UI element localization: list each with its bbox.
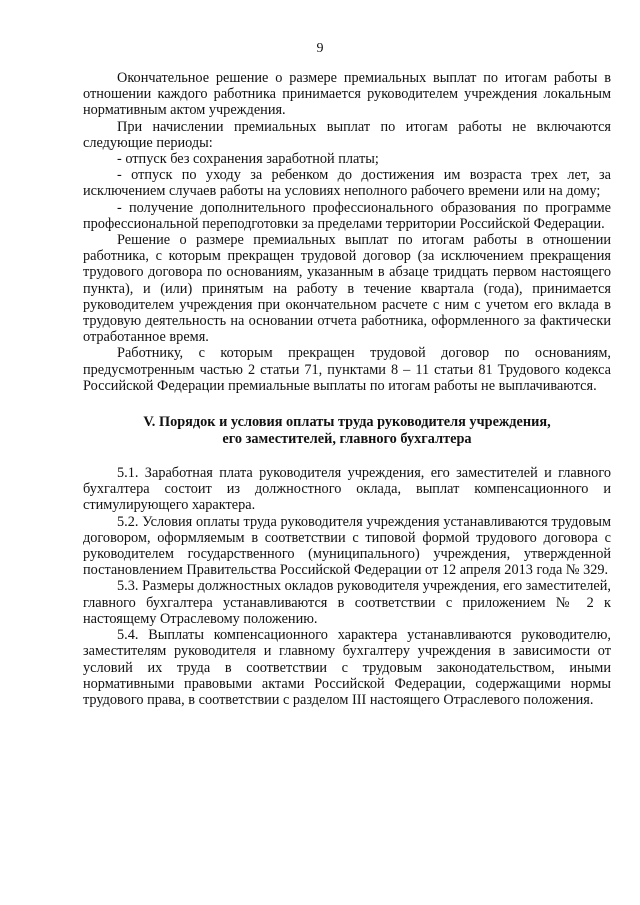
paragraph-5-2: 5.2. Условия оплаты труда руководителя учреждения устанавливаются трудовым договором, оформляемым в соответствии с типовой формой трудового договора с руководителем государственного (муниципального) учреждения, утвержденной постановлением Правительства Российской Федерации от 12 апреля 2013 года № 329. bbox=[83, 513, 611, 579]
list-item-education: - получение дополнительного профессионального образования по программе профессиональной переподготовки за пределами территории Российской Федерации. bbox=[83, 199, 611, 232]
paragraph-5-3: 5.3. Размеры должностных окладов руководителя учреждения, его заместителей, главного бухгалтера устанавливаются в соответствии с приложением № 2 к настоящему Отраслевому положению. bbox=[83, 578, 611, 627]
paragraph-terminated-employee-decision: Решение о размере премиальных выплат по итогам работы в отношении работника, с которым прекращен трудовой договор (за исключением прекращения трудового договора по основаниям, указанным в абзаце тридцать первом настоящего пункта), и (или) принятым на работу в течение квартала (года), принимается руководителем учреждения при окончательном расчете с ним с учетом его вклада в трудовую деятельность на основании отчета работника, оформленного за фактически отработанное время. bbox=[83, 232, 611, 346]
spacer bbox=[83, 448, 611, 465]
paragraph-no-bonus: Работнику, с которым прекращен трудовой договор по основаниям, предусмотренным частью 2 статьи 71, пунктами 8 – 11 статьи 81 Трудового кодекса Российской Федерации премиальные выплаты по итогам работы не выплачиваются. bbox=[83, 345, 611, 394]
paragraph-final-decision: Окончательное решение о размере премиальных выплат по итогам работы в отношении каждого работника принимается руководителем учреждения локальным нормативным актом учреждения. bbox=[83, 70, 611, 119]
section-heading-line2: его заместителей, главного бухгалтера bbox=[222, 431, 472, 448]
paragraph-5-4: 5.4. Выплаты компенсационного характера устанавливаются руководителю, заместителям руководителя и главному бухгалтеру учреждения в зависимости от условий их труда в соответствии с трудовым законодательством, иными нормативными правовыми актами Российской Федерации, содержащими нормы трудового права, в соответствии с разделом III настоящего Отраслевого положения. bbox=[83, 627, 611, 708]
list-item-unpaid-leave: - отпуск без сохранения заработной платы; bbox=[117, 151, 379, 168]
paragraph-5-1: 5.1. Заработная плата руководителя учреждения, его заместителей и главного бухгалтера состоит из должностного оклада, выплат компенсационного и стимулирующего характера. bbox=[83, 465, 611, 514]
page-number: 9 bbox=[316, 41, 324, 56]
document-body bbox=[83, 70, 611, 708]
spacer bbox=[83, 394, 611, 414]
section-heading-line1: V. Порядок и условия оплаты труда руководителя учреждения, bbox=[143, 414, 551, 431]
list-item-childcare-leave: - отпуск по уходу за ребенком до достижения им возраста трех лет, за исключением случаев работы на условиях неполного рабочего времени или на дому; bbox=[83, 167, 611, 200]
section-heading bbox=[83, 414, 611, 448]
paragraph-excluded-periods: При начислении премиальных выплат по итогам работы не включаются следующие периоды: bbox=[83, 118, 611, 151]
